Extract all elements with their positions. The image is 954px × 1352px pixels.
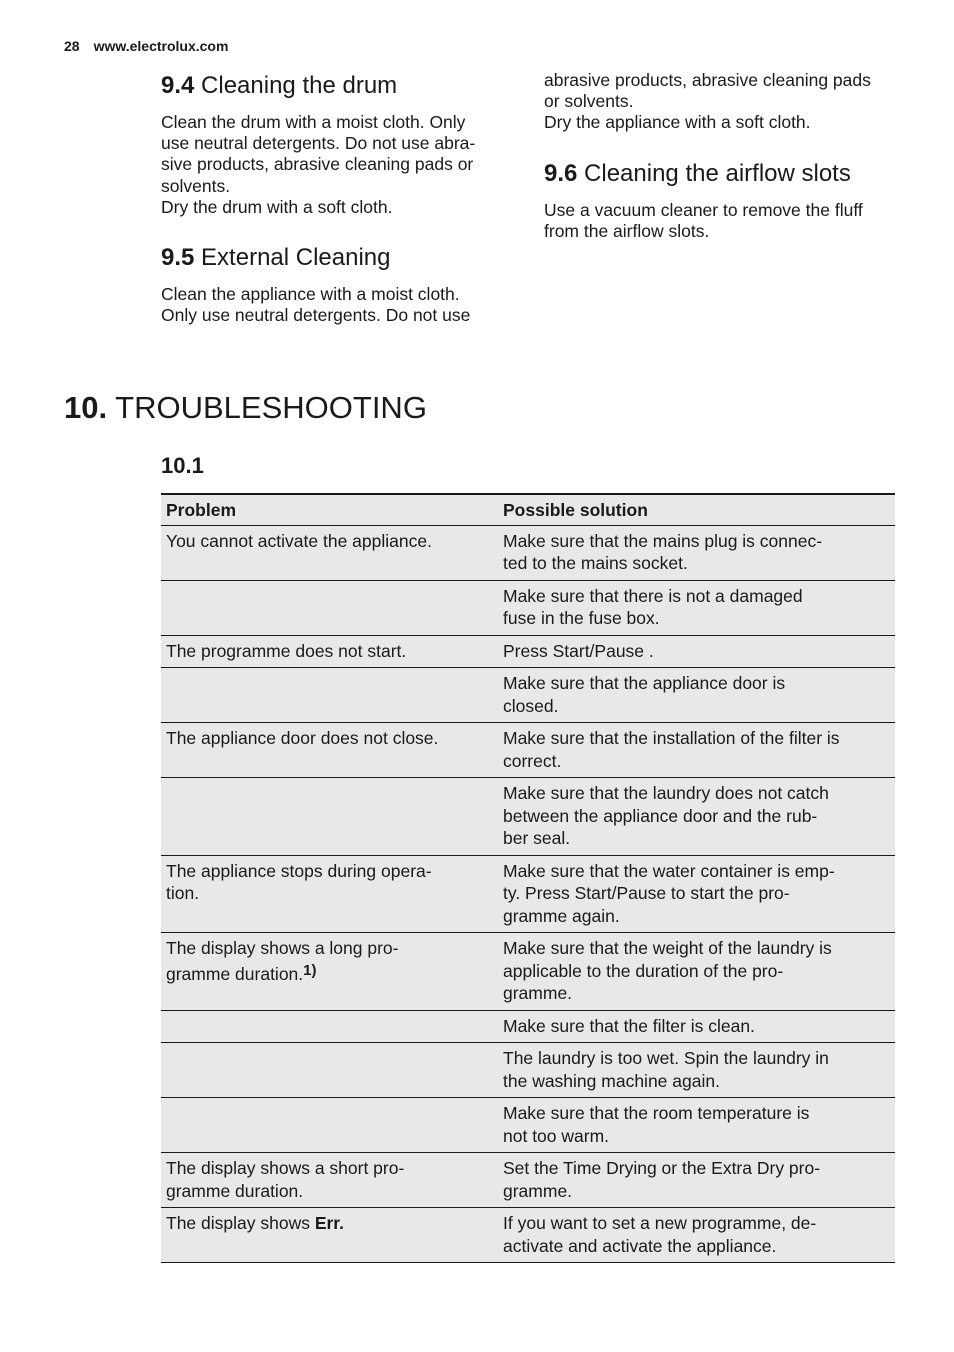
section-number: 9.6 (544, 159, 578, 187)
table-row (161, 1208, 895, 1263)
problem-cell (161, 723, 498, 778)
solution-text: applicable to the duration of the pro- (503, 960, 784, 981)
solution-text: Make sure that the laundry does not catch (503, 783, 829, 803)
troubleshooting-table (161, 493, 895, 1263)
left-column (161, 70, 506, 326)
section-number: 9.5 (161, 244, 195, 272)
problem-text: You cannot activate the appliance. (166, 530, 432, 551)
table-row (161, 778, 895, 856)
table-row (161, 855, 895, 933)
table-row (161, 723, 895, 778)
problem-text: The display shows a short pro- (166, 1158, 405, 1178)
problem-text: The display shows a long pro- (166, 938, 399, 958)
section-9-6-body (544, 200, 904, 242)
solution-cell (498, 778, 895, 856)
solution-cell (498, 933, 895, 1011)
problem-text: tion. (166, 883, 200, 903)
solution-text: closed. (503, 695, 559, 716)
table-row (161, 668, 895, 723)
solution-text: correct. (503, 750, 562, 771)
solution-cell (498, 668, 895, 723)
problem-cell (161, 525, 498, 580)
solution-text: the washing machine again. (503, 1070, 720, 1091)
solution-cell (498, 723, 895, 778)
problem-cell (161, 855, 498, 933)
solution-text: Set the Time Drying or the Extra Dry pro- (503, 1158, 821, 1178)
solution-text: Make sure that the filter is clean. (503, 1015, 755, 1036)
solution-text: Make sure that there is not a damaged (503, 585, 803, 606)
text-line: sive products, abrasive cleaning pads or (161, 154, 474, 175)
problem-cell (161, 668, 498, 723)
page-number: 28 (64, 38, 80, 54)
solution-cell (498, 1208, 895, 1263)
solution-text: Press Start/Pause . (503, 640, 654, 661)
table-row (161, 1098, 895, 1153)
text-line: Dry the appliance with a soft cloth. (544, 112, 811, 133)
solution-text: Make sure that the water container is emp- (503, 860, 835, 881)
solution-cell (498, 1098, 895, 1153)
solution-text: gramme. (503, 1180, 573, 1201)
column-header-problem: Problem (161, 494, 498, 525)
solution-text: If you want to set a new programme, de- (503, 1213, 817, 1233)
solution-text: not too warm. (503, 1125, 610, 1146)
text-line: Clean the drum with a moist cloth. Only (161, 112, 466, 132)
problem-text: The appliance door does not close. (166, 728, 439, 748)
problem-text: gramme duration. (166, 1180, 304, 1201)
section-number: 9.4 (161, 72, 195, 99)
text-line: solvents. (161, 175, 231, 196)
text-line: abrasive products, abrasive cleaning pads (544, 70, 871, 90)
solution-text: fuse in the fuse box. (503, 608, 660, 628)
error-code: Err. (314, 1213, 345, 1233)
problem-cell (161, 635, 498, 668)
problem-cell (161, 1098, 498, 1153)
solution-text: Make sure that the room temperature is (503, 1103, 810, 1123)
table-row (161, 1010, 895, 1043)
website-url: www.electrolux.com (93, 38, 229, 54)
solution-cell (498, 1153, 895, 1208)
chapter-number: 10. (64, 390, 108, 425)
text-line: Only use neutral detergents. Do not use (161, 305, 471, 326)
solution-text: Make sure that the weight of the laundry is (503, 938, 832, 958)
solution-text: Make sure that the appliance door is (503, 673, 786, 693)
solution-text: Make sure that the mains plug is connec- (503, 530, 823, 551)
text-line: or solvents. (544, 91, 634, 112)
right-column (544, 70, 904, 242)
section-9-5-body (161, 284, 506, 326)
column-header-solution: Possible solution (498, 494, 895, 525)
section-9-4-body (161, 112, 506, 218)
problem-cell (161, 933, 498, 1011)
problem-cell (161, 1208, 498, 1263)
problem-cell (161, 1153, 498, 1208)
solution-cell (498, 525, 895, 580)
text-line: Dry the drum with a soft cloth. (161, 196, 393, 217)
section-title: Cleaning the drum (201, 72, 398, 99)
section-9-6-heading (544, 158, 904, 190)
table-row (161, 525, 895, 580)
section-title: External Cleaning (201, 244, 391, 272)
solution-text: ty. Press Start/Pause to start the pro- (503, 883, 790, 903)
chapter-heading (64, 387, 427, 429)
subsection-heading: 10.1 (161, 453, 204, 478)
text-line: Use a vacuum cleaner to remove the fluff (544, 199, 863, 220)
problem-cell (161, 1043, 498, 1098)
solution-cell (498, 580, 895, 635)
section-9-5-heading (161, 242, 506, 274)
solution-cell (498, 1043, 895, 1098)
problem-text: gramme duration. (166, 963, 304, 984)
solution-text: ber seal. (503, 828, 571, 848)
table-row (161, 1043, 895, 1098)
solution-cell (498, 855, 895, 933)
solution-text: ted to the mains socket. (503, 553, 688, 573)
problem-text: The appliance stops during opera- (166, 860, 432, 881)
text-line: from the airflow slots. (544, 220, 710, 241)
table-header-row (161, 494, 895, 525)
solution-text: gramme again. (503, 905, 620, 926)
solution-text: between the appliance door and the rub- (503, 805, 818, 826)
problem-text: The display shows (166, 1213, 315, 1233)
problem-cell (161, 580, 498, 635)
problem-cell (161, 1010, 498, 1043)
solution-cell (498, 635, 895, 668)
table-row (161, 635, 895, 668)
table-row (161, 1153, 895, 1208)
footnote-marker: 1) (303, 961, 317, 979)
section-title: Cleaning the airflow slots (584, 159, 851, 187)
problem-cell (161, 778, 498, 856)
problem-text: The programme does not start. (166, 640, 407, 661)
chapter-title: TROUBLESHOOTING (115, 390, 427, 425)
page-header (64, 38, 228, 54)
text-line: Clean the appliance with a moist cloth. (161, 284, 460, 305)
solution-cell (498, 1010, 895, 1043)
section-9-5-body-continued (544, 70, 904, 134)
solution-text: Make sure that the installation of the filter is (503, 728, 840, 748)
solution-text: The laundry is too wet. Spin the laundry in (503, 1048, 829, 1068)
table-row (161, 933, 895, 1011)
section-9-4-heading (161, 70, 506, 102)
solution-text: gramme. (503, 983, 573, 1003)
table-row (161, 580, 895, 635)
text-line: use neutral detergents. Do not use abra- (161, 133, 476, 154)
solution-text: activate and activate the appliance. (503, 1235, 777, 1256)
